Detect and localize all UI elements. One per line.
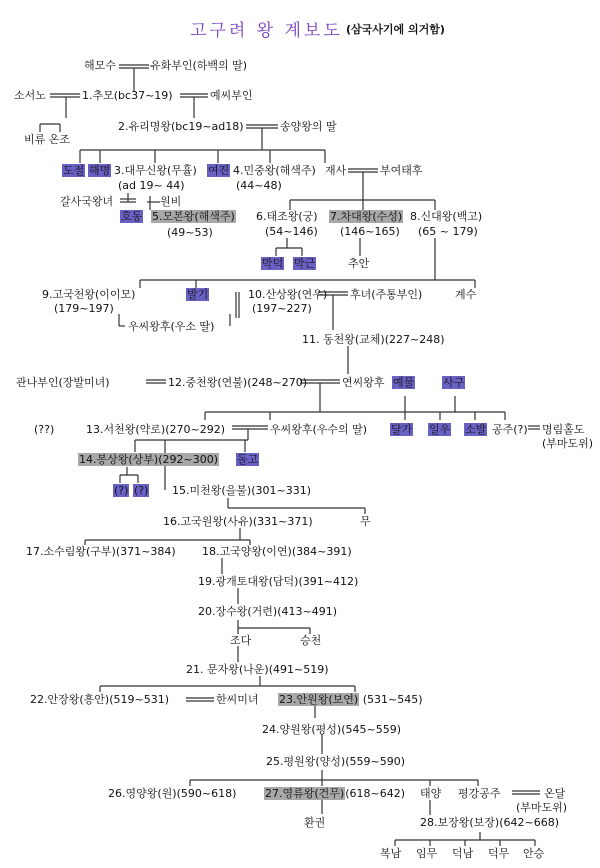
node-gogugyang: 18.고국양왕(이연)(384~391) xyxy=(202,545,352,558)
node-ilu-label: 일우 xyxy=(429,423,451,436)
node-jungcheon: 12.중천왕(연불)(248~270) xyxy=(168,376,307,389)
node-ussi-1: 우씨왕후(우소 딸) xyxy=(128,320,215,333)
node-dongcheon: 11. 동천왕(교체)(227~248) xyxy=(302,333,445,346)
node-yeongnyu xyxy=(264,787,405,801)
node-ussi-2: 우씨왕후(우수의 딸) xyxy=(270,423,368,436)
node-ye: 예씨부인 xyxy=(210,89,253,102)
node-sindae: 8.신대왕(백고) xyxy=(410,210,483,223)
node-hodong xyxy=(120,210,143,224)
node-mobon xyxy=(151,210,236,224)
node-sobal-label: 소발 xyxy=(465,423,487,436)
node-yeongyang: 26.영양왕(원)(590~618) xyxy=(108,787,237,800)
node-dojeol xyxy=(62,164,85,178)
node-chuan: 추안 xyxy=(348,257,370,270)
node-ilu xyxy=(428,423,451,437)
node-joda: 조다 xyxy=(230,634,252,647)
node-yeongnyu-years: (618~642) xyxy=(345,787,406,800)
node-yebul xyxy=(392,376,415,390)
node-dalga-label: 달가 xyxy=(391,423,413,436)
node-hwangwon: 환권 xyxy=(304,816,326,829)
node-pyeonggang: 평강공주 xyxy=(458,787,501,800)
node-wonbi: 원비 xyxy=(160,195,182,208)
node-mobon-years: (49~53) xyxy=(167,226,213,239)
node-munja: 21. 문자왕(나운)(491~519) xyxy=(186,663,329,676)
node-jumong: 1.추모(bc37~19) xyxy=(82,89,173,102)
node-sindae-years: (65 ~ 179) xyxy=(418,225,478,238)
node-makgeun xyxy=(293,257,316,271)
node-pyeongwon: 25.평원왕(양성)(559~590) xyxy=(266,755,405,768)
node-yangwon: 24.양원왕(평성)(545~559) xyxy=(262,723,401,736)
chart-subtitle: (삼국사기에 의거함) xyxy=(346,23,445,36)
node-deoknam: 덕남 xyxy=(452,847,474,860)
node-q2-label: (?) xyxy=(134,484,149,497)
node-jaesa: 재사 xyxy=(325,164,347,177)
node-yeonssi: 연씨왕후 xyxy=(342,376,385,389)
node-yeongnyu-label: 27.영류왕(건무) xyxy=(265,787,345,800)
node-minjung-years: (44~48) xyxy=(236,179,282,192)
node-anwon-label: 23.안원왕(보연) xyxy=(279,693,359,706)
node-yuhwa: 유화부인(하백의 딸) xyxy=(150,59,248,72)
node-sansang-years: (197~227) xyxy=(252,302,312,315)
node-haemyeong-label: 해명 xyxy=(89,164,111,177)
node-sosurim: 17.소수림왕(구부)(371~384) xyxy=(26,545,176,558)
node-yeojin-label: 여진 xyxy=(208,164,230,177)
node-q2 xyxy=(133,484,149,498)
node-yebul-label: 예물 xyxy=(393,376,415,389)
node-q1-label: (?) xyxy=(114,484,129,497)
node-bumadowi-2: (부마도위) xyxy=(516,801,568,814)
node-gyesu: 계수 xyxy=(455,288,477,301)
node-dolgo-label: 돌고 xyxy=(237,453,259,466)
node-myeongnim: 명림홀도 xyxy=(542,423,585,436)
node-gongju: 공주(?) xyxy=(492,423,528,436)
node-bumadowi-1: (부마도위) xyxy=(542,437,594,450)
node-buyeo: 부여태후 xyxy=(380,164,423,177)
node-deongmu: 덕무 xyxy=(488,847,510,860)
node-taeyang: 태양 xyxy=(420,787,442,800)
node-ansung: 안승 xyxy=(523,847,545,860)
node-balgi-label: 발기 xyxy=(187,288,209,301)
node-sansang: 10.산상왕(연우) xyxy=(248,288,328,301)
node-balgi xyxy=(186,288,209,302)
node-q1 xyxy=(113,484,129,498)
node-hanssi: 한씨미녀 xyxy=(216,693,259,706)
node-galsaguk: 갈사국왕녀 xyxy=(60,195,114,208)
node-bongsang xyxy=(78,453,219,467)
node-biryu-onjo: 비류 온조 xyxy=(24,133,71,146)
node-seungcheon: 승천 xyxy=(300,634,322,647)
node-songyang: 송양왕의 딸 xyxy=(280,120,337,133)
node-jangsu: 20.장수왕(거련)(413~491) xyxy=(198,605,337,618)
node-yuri: 2.유리명왕(bc19~ad18) xyxy=(118,120,244,133)
node-minjung: 4.민중왕(해색주) xyxy=(233,164,316,177)
node-gwanna: 관나부인(장발미녀) xyxy=(16,376,110,389)
node-taejo-years: (54~146) xyxy=(265,225,318,238)
node-sobal xyxy=(464,423,487,437)
node-soseono: 소서노 xyxy=(14,89,46,102)
node-yeojin xyxy=(207,164,230,178)
node-gwanggaeto: 19.광개토대왕(담덕)(391~412) xyxy=(198,575,359,588)
node-mobon-label: 5.모본왕(해색주) xyxy=(152,210,235,223)
node-seocheon: 13.서천왕(약로)(270~292) xyxy=(86,423,225,436)
node-daemusin-years: (ad 19~ 44) xyxy=(118,179,185,192)
node-micheon: 15.미천왕(을불)(301~331) xyxy=(172,484,311,497)
node-ondal: 온달 xyxy=(544,787,566,800)
node-gogukcheon: 9.고국천왕(이이모) xyxy=(42,288,136,301)
node-bongsang-label: 14.봉상왕(상부)(292~300) xyxy=(79,453,218,466)
node-mu: 무 xyxy=(360,515,371,528)
node-dalga xyxy=(390,423,413,437)
node-anwon xyxy=(278,693,423,707)
node-anwon-years: (531~545) xyxy=(362,693,423,706)
node-taejo: 6.태조왕(궁) xyxy=(256,210,318,223)
node-qq: (??) xyxy=(34,423,55,436)
node-makdeok xyxy=(261,257,284,271)
node-dojeol-label: 도절 xyxy=(63,164,85,177)
node-daemusin: 3.대무신왕(무휼) xyxy=(114,164,197,177)
chart-title: 고구려 왕 계보도 xyxy=(190,21,343,41)
node-hodong-label: 호동 xyxy=(121,210,143,223)
node-chadae-label: 7.차대왕(수성) xyxy=(330,210,403,223)
node-chadae-years: (146~165) xyxy=(340,225,400,238)
node-bojang: 28.보장왕(보장)(642~668) xyxy=(420,816,559,829)
node-makgeun-label: 막근 xyxy=(294,257,316,270)
node-dolgo xyxy=(236,453,259,467)
node-makdeok-label: 막덕 xyxy=(262,257,284,270)
node-sagu-label: 사구 xyxy=(443,376,465,389)
node-anjang: 22.안장왕(흥안)(519~531) xyxy=(30,693,169,706)
node-immu: 임무 xyxy=(416,847,438,860)
node-sagu xyxy=(442,376,465,390)
node-gogukwon: 16.고국원왕(사유)(331~371) xyxy=(163,515,313,528)
node-gogukcheon-years: (179~197) xyxy=(54,302,114,315)
node-chadae xyxy=(329,210,403,224)
node-boknam: 복남 xyxy=(380,847,402,860)
node-hunyeo: 후녀(주통부인) xyxy=(350,288,423,301)
node-haemosu: 해모수 xyxy=(84,59,116,72)
node-haemyeong xyxy=(88,164,111,178)
